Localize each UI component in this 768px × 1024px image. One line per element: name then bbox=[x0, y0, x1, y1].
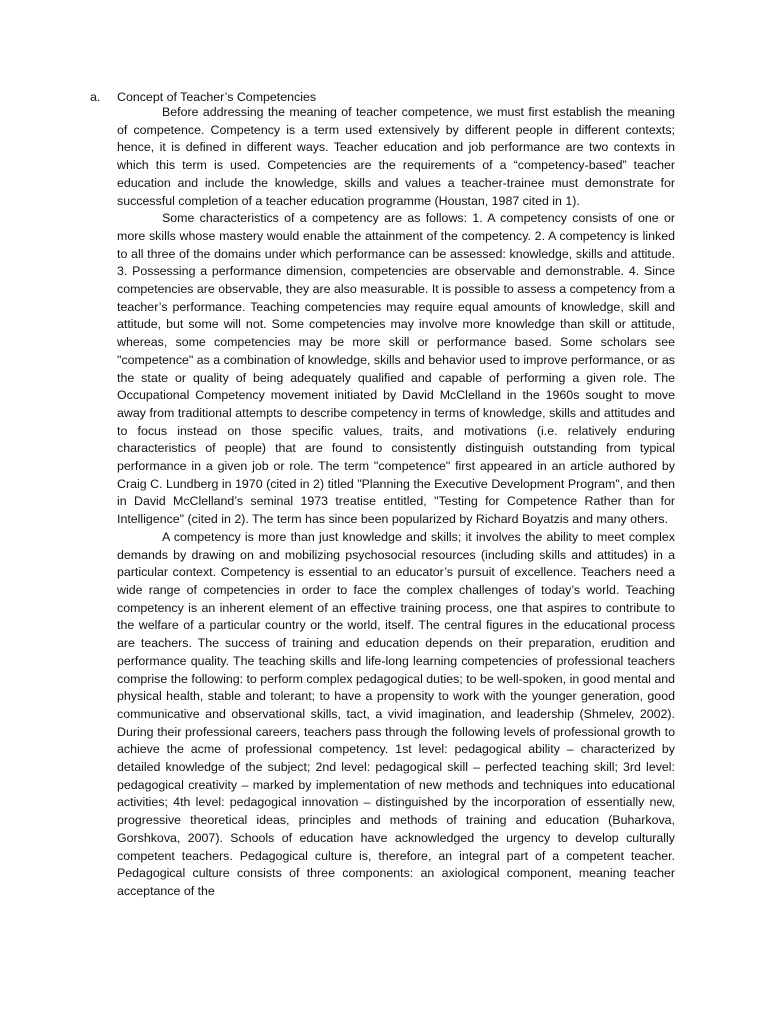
paragraph-3: A competency is more than just knowledge and skills; it involves the ability to meet complex demands by drawing on and mobilizing psychosocial resources (including skills and attitudes) in a particular context. Competency is essential to an educator’s pursuit of excellence. Teachers need a wide range of competencies in order to face the complex challenges of today’s world. Teaching competency is an inherent element of an effective training process, one that aspires to contribute to the welfare of a particular country or the world, itself. The central figures in the educational process are teachers. The success of training and education depends on their preparation, erudition and performance quality. The teaching skills and life-long learning competencies of professional teachers comprise the following: to perform complex pedagogical duties; to be well-spoken, in good mental and physical health, stable and tolerant; to have a propensity to work with the younger generation, good communicative and observational skills, tact, a vivid imagination, and leadership (Shmelev, 2002). During their professional careers, teachers pass through the following levels of professional growth to achieve the acme of professional competency. 1st level: pedagogical ability – characterized by detailed knowledge of the subject; 2nd level: pedagogical skill – perfected teaching skill; 3rd level: pedagogical creativity – marked by implementation of new methods and techniques into educational activities; 4th level: pedagogical innovation – distinguished by the incorporation of essentially new, progressive theoretical ideas, principles and methods of training and education (Buharkova, Gorshkova, 2007). Schools of education have acknowledged the urgency to develop culturally competent teachers. Pedagogical culture is, therefore, an integral part of a competent teacher. Pedagogical culture consists of three components: an axiological component, meaning teacher acceptance of the bbox=[117, 529, 675, 898]
paragraph-1: Before addressing the meaning of teacher competence, we must first establish the meaning of competence. Competency is a term used extensively by different people in different contexts; hence, it is defined in different ways. Teacher education and job performance are two contexts in which this term is used. Competencies are the requirements of a “competency-based” teacher education and include the knowledge, skills and values a teacher-trainee must demonstrate for successful completion of a teacher education programme (Houstan, 1987 cited in 1). bbox=[117, 105, 675, 208]
section-marker: a. bbox=[90, 90, 101, 104]
section-title: Concept of Teacher’s Competencies bbox=[117, 90, 317, 104]
body-text bbox=[117, 104, 675, 901]
paragraph-2: Some characteristics of a competency are as follows: 1. A competency consists of one or more skills whose mastery would enable the attainment of the competency. 2. A competency is linked to all three of the domains under which performance can be assessed: knowledge, skills and attitude. 3. Possessing a performance dimension, competencies are observable and demonstrable. 4. Since competencies are observable, they are also measurable. It is possible to assess a competency from a teacher’s performance. Teaching competencies may require equal amounts of knowledge, skill and attitude, but some will not. Some competencies may involve more knowledge than skill or attitude, whereas, some competencies may be more skill or performance based. Some scholars see "competence" as a combination of knowledge, skills and behavior used to improve performance, or as the state or quality of being adequately qualified and capable of performing a given role. The Occupational Competency movement initiated by David McClelland in the 1960s sought to move away from traditional attempts to describe competency in terms of knowledge, skills and attitudes and to focus instead on those specific values, traits, and motivations (i.e. relatively enduring characteristics of people) that are found to consistently distinguish outstanding from typical performance in a given job or role. The term "competence" first appeared in an article authored by Craig C. Lundberg in 1970 (cited in 2) titled "Planning the Executive Development Program", and then in David McClelland’s seminal 1973 treatise entitled, "Testing for Competence Rather than for Intelligence" (cited in 2). The term has since been popularized by Richard Boyatzis and many others. bbox=[117, 211, 675, 527]
